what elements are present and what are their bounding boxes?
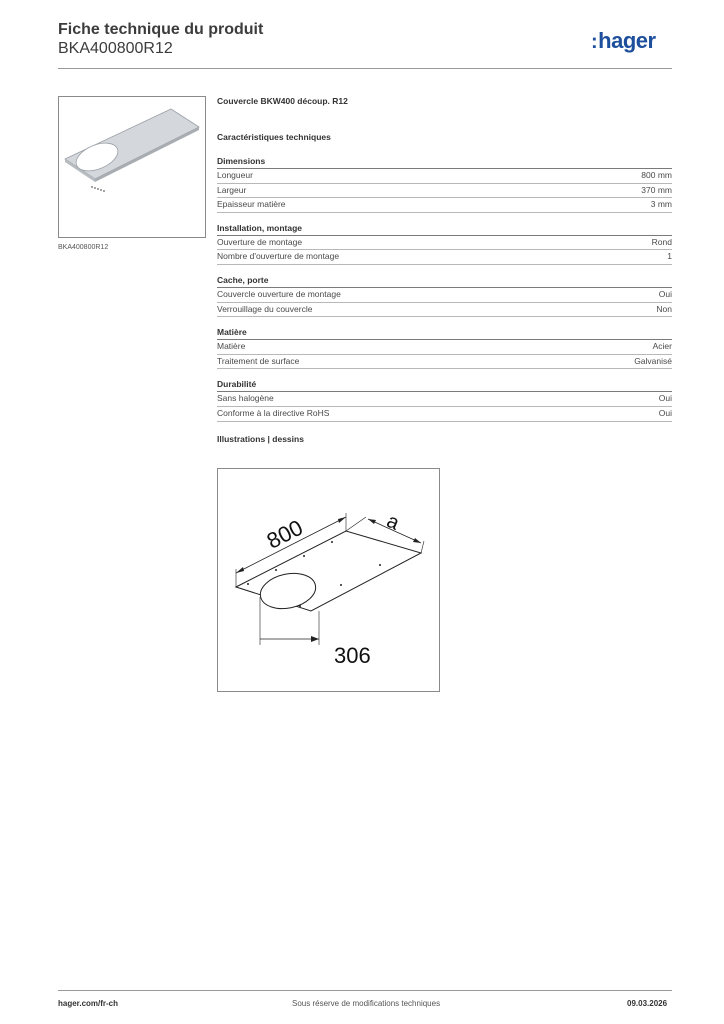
length-dimension-label: 800 [262,514,307,554]
offset-dimension-label: 306 [334,643,371,668]
footer-divider [58,990,672,991]
spec-value: Oui [658,288,672,299]
spec-row [217,340,672,355]
spec-label: Largeur [217,184,247,195]
spec-label: Ouverture de montage [217,236,303,247]
spec-value: Oui [658,393,672,404]
spec-group-material [217,327,672,369]
spec-value: Galvanisé [634,355,672,366]
spec-group-cover [217,275,672,317]
footer-note: Sous réserve de modifications techniques [292,999,441,1008]
spec-label: Nombre d'ouverture de montage [217,251,340,262]
spec-label: Epaisseur matière [217,199,286,210]
spec-value: Acier [652,341,672,352]
specs-column [217,96,672,444]
spec-value: 370 mm [641,184,672,195]
spec-label: Sans halogène [217,393,274,404]
spec-value: Rond [651,236,672,247]
spec-row [217,169,672,184]
spec-value: 3 mm [650,199,672,210]
specs-heading: Caractéristiques techniques [217,132,331,142]
group-title: Matière [217,327,672,340]
spec-row [217,236,672,251]
hager-logo: :hager [591,28,656,53]
dimension-drawing [217,468,440,692]
illustrations-heading: Illustrations | dessins [217,433,304,444]
spec-label: Verrouillage du couvercle [217,303,313,314]
spec-label: Longueur [217,170,253,180]
footer-date: 09.03.2026 [627,999,668,1008]
group-title: Durabilité [217,379,672,392]
spec-value: 1 [667,251,672,262]
spec-value: Oui [658,407,672,418]
spec-value: 800 mm [641,170,672,180]
spec-group-installation [217,223,672,265]
spec-row [217,184,672,199]
page-title: Fiche technique du produit [58,21,264,38]
group-title: Dimensions [217,156,672,169]
width-dimension-label: a [383,509,403,535]
spec-row [217,355,672,370]
spec-row [217,250,672,265]
spec-row [217,392,672,407]
spec-row [217,303,672,318]
spec-group-dimensions [217,156,672,213]
group-title: Cache, porte [217,275,672,288]
spec-label: Traitement de surface [217,355,300,366]
spec-row [217,407,672,422]
footer-link[interactable]: hager.com/fr-ch [58,999,119,1008]
header-divider [58,68,672,69]
spec-row [217,288,672,303]
spec-label: Couvercle ouverture de montage [217,288,341,299]
spec-label: Matière [217,341,246,352]
spec-row [217,198,672,213]
spec-group-durability [217,379,672,421]
spec-label: Conforme à la directive RoHS [217,407,330,418]
product-name: Couvercle BKW400 découp. R12 [217,96,348,106]
product-reference: BKA400800R12 [58,40,173,57]
spec-groups [217,156,672,422]
image-caption: BKA400800R12 [58,244,109,251]
group-title: Installation, montage [217,223,672,236]
spec-value: Non [656,303,672,314]
logo-text: hager [598,28,656,53]
product-image [58,96,206,238]
